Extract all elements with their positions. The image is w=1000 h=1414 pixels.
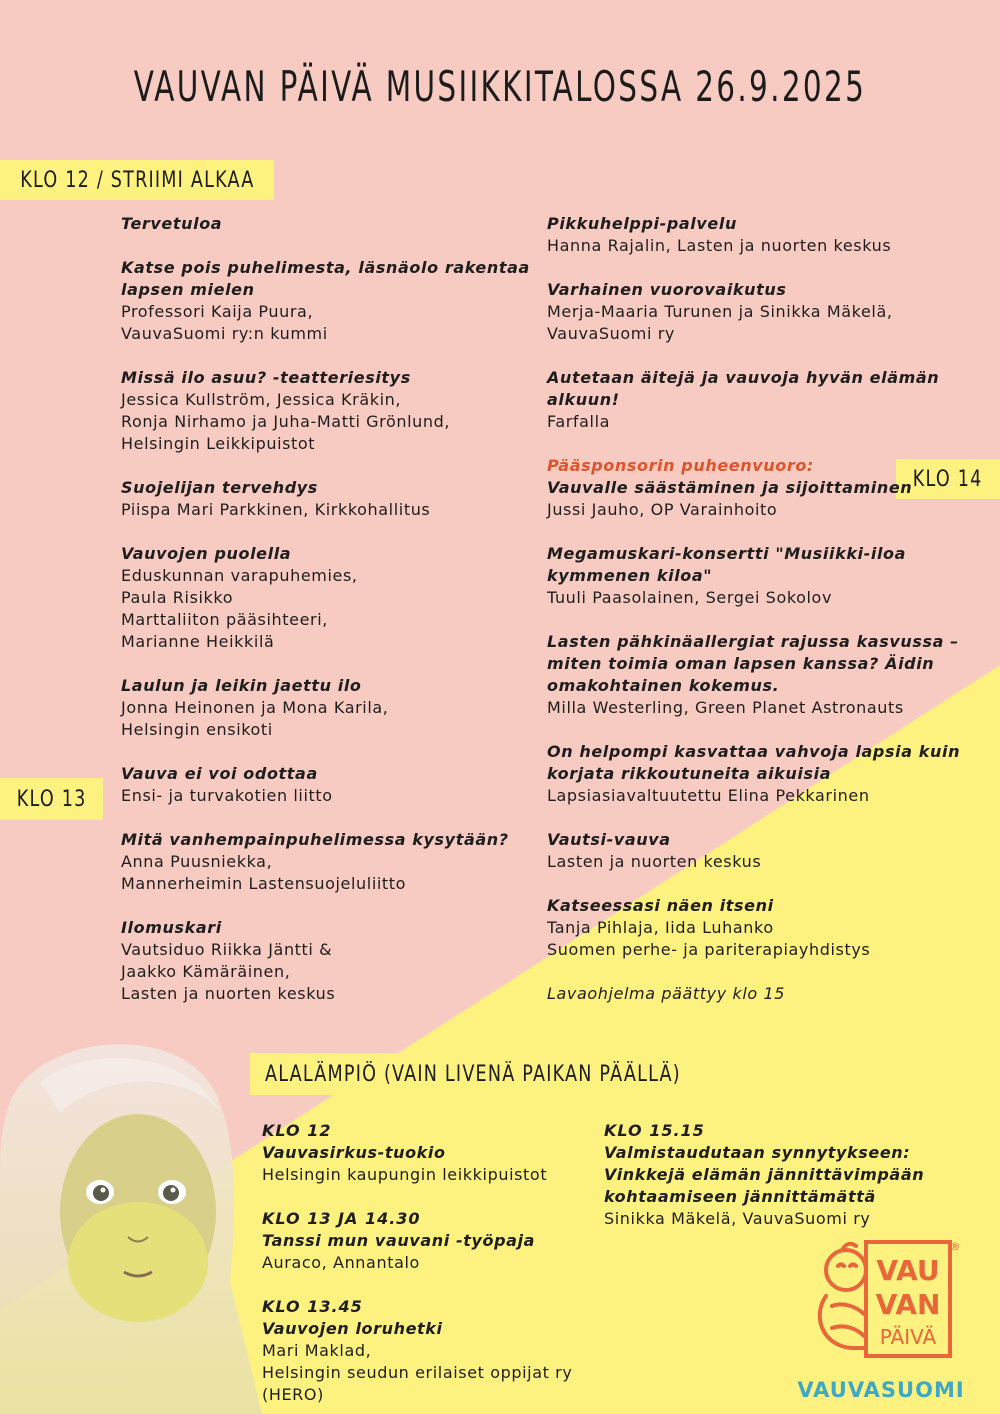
item-performer: Jussi Jauho, OP Varainhoito	[547, 500, 778, 519]
item-performer: Piispa Mari Parkkinen, Kirkkohallitus	[121, 500, 431, 519]
item-performer: Sinikka Mäkelä, VauvaSuomi ry	[604, 1209, 871, 1228]
item-title: Vauva ei voi odottaa	[121, 764, 318, 783]
item-title: Vautsi-vauva	[547, 830, 671, 849]
item-performer: Helsingin Leikkipuistot	[121, 434, 316, 453]
item-performer: Jaakko Kämäräinen,	[121, 962, 291, 981]
program-left-column	[121, 213, 531, 1027]
item-title: Megamuskari-konsertti "Musiikki-iloa kymmenen kiloa"	[547, 544, 907, 585]
item-title: Tervetuloa	[121, 214, 223, 233]
item-title: Suojelijan tervehdys	[121, 478, 318, 497]
program-item	[121, 675, 531, 741]
program-item	[121, 213, 531, 235]
item-performer: Suomen perhe- ja pariterapiayhdistys	[547, 940, 871, 959]
item-performer: Mannerheimin Lastensuojeluliitto	[121, 874, 407, 893]
program-item	[547, 631, 967, 719]
program-item	[121, 763, 531, 807]
item-performer: Milla Westerling, Green Planet Astronauts	[547, 698, 904, 717]
program-item	[547, 543, 967, 609]
item-performer: Tuuli Paasolainen, Sergei Sokolov	[547, 588, 833, 607]
item-performer: VauvaSuomi ry	[547, 324, 675, 343]
item-performer: Helsingin seudun erilaiset oppijat ry (HERO)	[262, 1363, 573, 1404]
item-performer: Auraco, Annantalo	[262, 1253, 420, 1272]
vauvasuomi-brand: VAUVASUOMI	[797, 1378, 965, 1402]
alalampio-heading: ALALÄMPIÖ (VAIN LIVENÄ PAIKAN PÄÄLLÄ)	[250, 1053, 696, 1095]
item-performer: Anna Puusniekka,	[121, 852, 273, 871]
alalampio-right-column	[604, 1120, 944, 1252]
item-title: Pikkuhelppi-palvelu	[547, 214, 737, 233]
item-performer: Helsingin kaupungin leikkipuistot	[262, 1165, 548, 1184]
item-title: Vauvalle säästäminen ja sijoittaminen	[547, 478, 913, 497]
item-title: Missä ilo asuu? -teatteriesitys	[121, 368, 411, 387]
item-performer: Lapsiasiavaltuutettu Elina Pekkarinen	[547, 786, 870, 805]
item-title: Katseessasi näen itseni	[547, 896, 774, 915]
program-item	[262, 1120, 602, 1186]
svg-text:PÄIVÄ: PÄIVÄ	[879, 1325, 937, 1349]
item-title: Mitä vanhempainpuhelimessa kysytään?	[121, 830, 509, 849]
program-item	[547, 455, 967, 521]
item-title: Varhainen vuorovaikutus	[547, 280, 787, 299]
program-item	[121, 367, 531, 455]
page-title: VAUVAN PÄIVÄ MUSIIKKITALOSSA 26.9.2025	[133, 62, 867, 111]
item-time: KLO 12	[262, 1121, 332, 1140]
item-performer: Paula Risikko	[121, 588, 234, 607]
baby-photo	[0, 1022, 262, 1414]
program-item	[547, 213, 967, 257]
item-title: Autetaan äitejä ja vauvoja hyvän elämän alkuun!	[547, 368, 940, 409]
item-performer: VauvaSuomi ry:n kummi	[121, 324, 328, 343]
program-item	[262, 1296, 602, 1406]
item-title: Katse pois puhelimesta, läsnäolo rakentaa lapsen mielen	[121, 258, 530, 299]
item-title: Laulun ja leikin jaettu ilo	[121, 676, 362, 695]
alalampio-left-column	[262, 1120, 602, 1414]
time-tag-klo-14: KLO 14	[896, 459, 1000, 499]
item-performer: Ensi- ja turvakotien liitto	[121, 786, 333, 805]
item-title: On helpompi kasvattaa vahvoja lapsia kuin korjata rikkoutuneita aikuisia	[547, 742, 961, 783]
item-performer: Eduskunnan varapuhemies,	[121, 566, 358, 585]
svg-text:VAN: VAN	[875, 1288, 941, 1321]
svg-text:®: ®	[949, 1240, 961, 1253]
program-item	[547, 279, 967, 345]
item-time: KLO 13.45	[262, 1297, 363, 1316]
program-item	[547, 741, 967, 807]
item-performer: Tanja Pihlaja, Iida Luhanko	[547, 918, 774, 937]
item-performer: Lasten ja nuorten keskus	[547, 852, 762, 871]
item-performer: Mari Maklad,	[262, 1341, 372, 1360]
item-title: Tanssi mun vauvani -työpaja	[262, 1231, 536, 1250]
program-item	[547, 367, 967, 433]
item-performer: Jonna Heinonen ja Mona Karila,	[121, 698, 389, 717]
program-item	[604, 1120, 944, 1230]
item-performer: Vautsiduo Riikka Jäntti &	[121, 940, 333, 959]
item-title: Lasten pähkinäallergiat rajussa kasvussa – miten toimia oman lapsen kanssa? Äidin omakohtainen kokemus.	[547, 632, 959, 695]
item-performer: Merja-Maaria Turunen ja Sinikka Mäkelä,	[547, 302, 893, 321]
item-performer: Farfalla	[547, 412, 611, 431]
time-tag-klo-12: KLO 12 / STRIIMI ALKAA	[0, 160, 274, 200]
item-title: Vauvojen puolella	[121, 544, 292, 563]
program-item	[262, 1208, 602, 1274]
item-performer: Marianne Heikkilä	[121, 632, 275, 651]
item-performer: Lasten ja nuorten keskus	[121, 984, 336, 1003]
item-performer: Hanna Rajalin, Lasten ja nuorten keskus	[547, 236, 892, 255]
svg-text:VAU: VAU	[876, 1254, 940, 1287]
program-item	[121, 829, 531, 895]
time-tag-klo-13: KLO 13	[0, 778, 103, 820]
item-title: Ilomuskari	[121, 918, 222, 937]
item-performer: Helsingin ensikoti	[121, 720, 273, 739]
program-end-note: Lavaohjelma päättyy klo 15	[547, 984, 786, 1003]
item-title: Vauvasirkus-tuokio	[262, 1143, 446, 1162]
item-performer: Ronja Nirhamo ja Juha-Matti Grönlund,	[121, 412, 451, 431]
sponsor-label: Pääsponsorin puheenvuoro:	[547, 456, 814, 475]
program-item	[547, 829, 967, 873]
item-title: Valmistaudutaan synnytykseen: Vinkkejä elämän jännittävimpään kohtaamiseen jännittämättä	[604, 1143, 925, 1206]
item-performer: Jessica Kullström, Jessica Kräkin,	[121, 390, 402, 409]
program-item	[121, 257, 531, 345]
item-time: KLO 15.15	[604, 1121, 705, 1140]
program-right-column	[547, 213, 967, 1005]
program-item	[121, 477, 531, 521]
program-item	[121, 543, 531, 653]
program-item	[121, 917, 531, 1005]
item-title: Vauvojen loruhetki	[262, 1319, 443, 1338]
item-performer: Marttaliiton pääsihteeri,	[121, 610, 328, 629]
program-item	[547, 895, 967, 961]
item-performer: Professori Kaija Puura,	[121, 302, 314, 321]
vauvan-paiva-logo	[812, 1236, 962, 1366]
item-time: KLO 13 JA 14.30	[262, 1209, 421, 1228]
